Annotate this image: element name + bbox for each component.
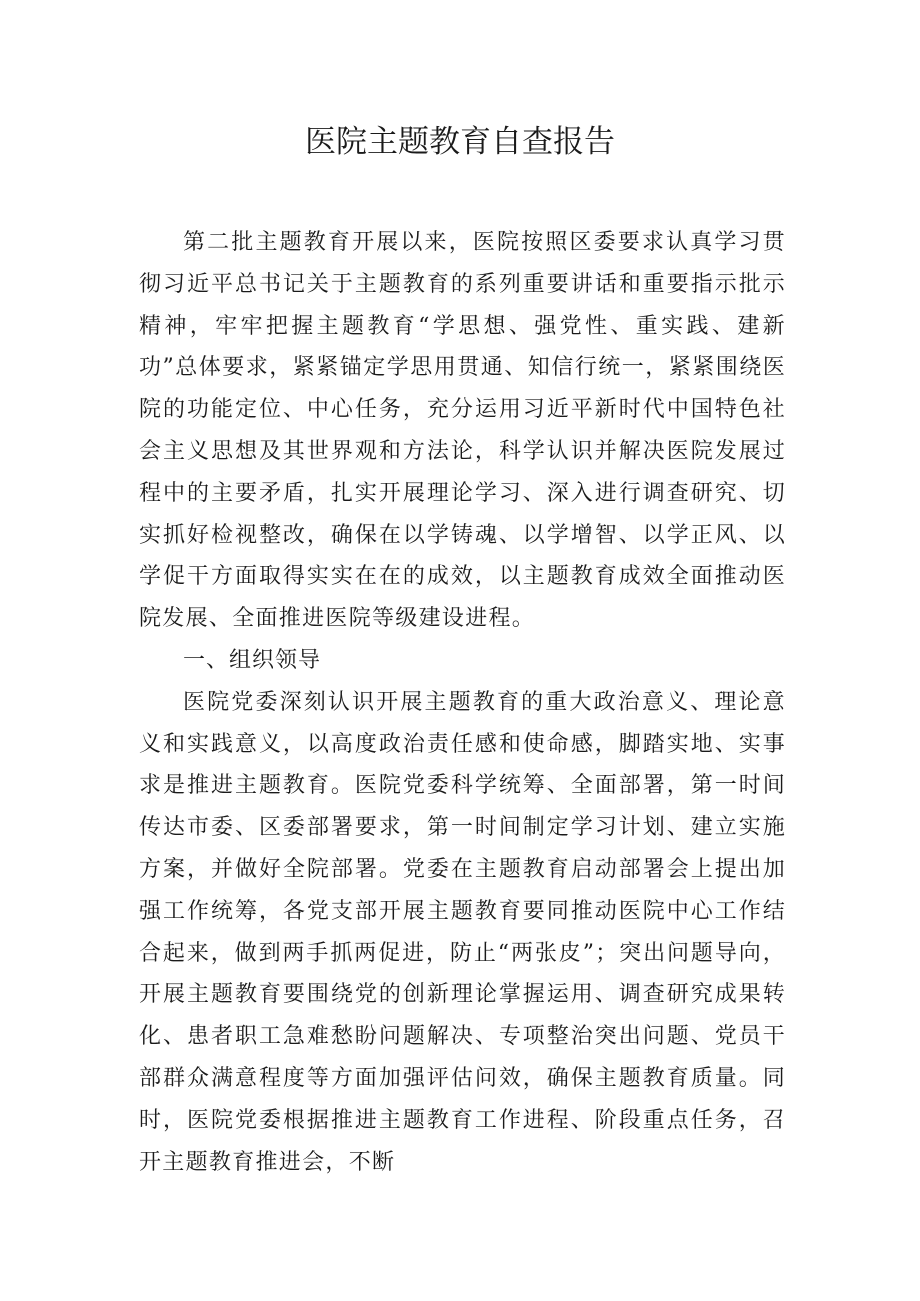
organization-paragraph: 医院党委深刻认识开展主题教育的重大政治意义、理论意义和实践意义，以高度政治责任感和使命感，脚踏实地、实事求是推进主题教育。医院党委科学统筹、全面部署，第一时间传达市委、区委部署要求，第一时间制定学习计划、建立实施方案，并做好全院部署。党委在主题教育启动部署会上提出加强工作统筹，各党支部开展主题教育要同推动医院中心工作结合起来，做到两手抓两促进，防止“两张皮”；突出问题导向，开展主题教育要围绕党的创新理论掌握运用、调查研究成果转化、患者职工急难愁盼问题解决、专项整治突出问题、党员干部群众满意程度等方面加强评估问效，确保主题教育质量。同时，医院党委根据推进主题教育工作进程、阶段重点任务，召开主题教育推进会，不断 — [139, 689, 786, 1175]
document-title: 医院主题教育自查报告 — [305, 124, 615, 160]
intro-paragraph: 第二批主题教育开展以来，医院按照区委要求认真学习贯彻习近平总书记关于主题教育的系列重要讲话和重要指示批示精神，牢牢把握主题教育“学思想、强党性、重实践、建新功”总体要求，紧紧锚定学思用贯通、知信行统一，紧紧围绕医院的功能定位、中心任务，充分运用习近平新时代中国特色社会主义思想及其世界观和方法论，科学认识并解决医院发展过程中的主要矛盾，扎实开展理论学习、深入进行调查研究、切实抓好检视整改，确保在以学铸魂、以学增智、以学正风、以学促干方面取得实实在在的成效，以主题教育成效全面推动医院发展、全面推进医院等级建设进程。 — [139, 230, 786, 632]
section-heading-organization: 一、组织领导 — [183, 647, 322, 673]
document-body — [139, 222, 786, 1183]
